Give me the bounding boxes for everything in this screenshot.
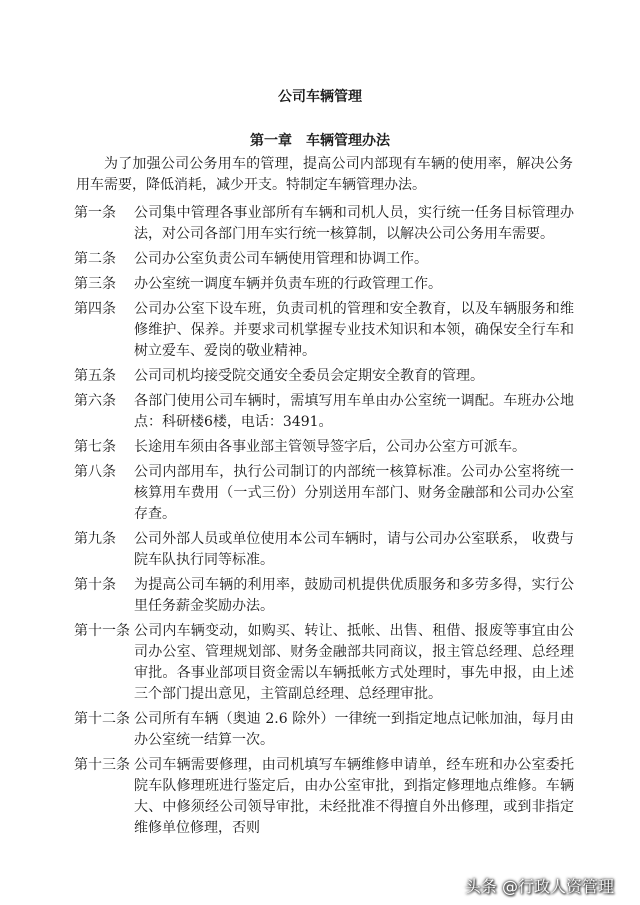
- article-item: [74, 709, 574, 751]
- article-text: 为提高公司车辆的利用率，鼓励司机提供优质服务和多劳多得，实行公里任务薪金奖励办法。: [134, 577, 574, 614]
- article-text: 公司集中管理各事业部所有车辆和司机人员，实行统一任务目标管理办法，对公司各部门用车实行统一核算制，以解决公司公务用车需要。: [134, 205, 574, 242]
- chapter-number: 第一章: [250, 133, 292, 149]
- article-text: 公司内部用车，执行公司制订的内部统一核算标准。公司办公室将统一核算用车费用（一式三份）分别送用车部门、财务金融部和公司办公室存查。: [134, 464, 574, 522]
- article-label: 第六条: [74, 393, 116, 409]
- chapter-name: 车辆管理办法: [306, 133, 390, 149]
- article-text: 公司内车辆变动，如购买、转让、抵帐、出售、租借、报废等事宜由公司办公室、管理规划部、财务金融部共同商议，报主管总经理、总经理审批。各事业部项目资金需以车辆抵帐方式处理时，事先申报，由上述三个部门提出意见，主管副总经理、总经理审批。: [134, 623, 574, 702]
- article-text: 公司所有车辆（奥迪 2.6 除外）一律统一到指定地点记帐加油，每月由办公室统一结算一次。: [134, 711, 574, 748]
- article-text: 公司司机均接受院交通安全委员会定期安全教育的管理。: [134, 368, 484, 384]
- article-label: 第十三条: [74, 757, 130, 773]
- chapter-title: [0, 130, 640, 150]
- article-item: [74, 203, 574, 245]
- article-text: 办公室统一调度车辆并负责车班的行政管理工作。: [134, 276, 442, 292]
- article-item: [74, 575, 574, 617]
- article-text: 公司外部人员或单位使用本公司车辆时，请与公司办公室联系， 收费与院车队执行同等标准。: [134, 531, 574, 568]
- article-label: 第二条: [74, 251, 116, 267]
- article-label: 第五条: [74, 368, 116, 384]
- article-item: [74, 299, 574, 362]
- article-list: [74, 203, 574, 843]
- article-label: 第一条: [74, 205, 116, 221]
- article-item: [74, 462, 574, 525]
- article-item: [74, 366, 574, 387]
- article-item: [74, 249, 574, 270]
- article-text: 长途用车须由各事业部主管领导签字后，公司办公室方可派车。: [134, 439, 526, 455]
- article-label: 第四条: [74, 301, 116, 317]
- intro-paragraph: 为了加强公司公务用车的管理，提高公司内部现有车辆的使用率，解决公务用车需要，降低消耗，减少开支。特制定车辆管理办法。: [76, 156, 573, 193]
- article-text: 各部门使用公司车辆时，需填写用车单由办公室统一调配。车班办公地点：科研楼6楼，电话：3491。: [134, 393, 574, 430]
- article-item: [74, 529, 574, 571]
- article-label: 第十二条: [74, 711, 130, 727]
- article-text: 公司办公室负责公司车辆使用管理和协调工作。: [134, 251, 428, 267]
- article-label: 第十条: [74, 577, 116, 593]
- article-item: [74, 437, 574, 458]
- document-title: 公司车辆管理: [278, 89, 362, 105]
- watermark-text: 头条 @行政人资管理: [464, 877, 614, 896]
- article-text: 公司车辆需要修理，由司机填写车辆维修申请单，经车班和办公室委托院车队修理班进行鉴定后，由办公室审批，到指定修理地点维修。车辆大、中修须经公司领导审批，未经批准不得擅自外出修理，或到非指定维修单位修理，否则: [134, 757, 574, 836]
- article-label: 第九条: [74, 531, 116, 547]
- article-text: 公司办公室下设车班，负责司机的管理和安全教育，以及车辆服务和维修维护、保养。并要求司机掌握专业技术知识和本领，确保安全行车和树立爱车、爱岗的敬业精神。: [134, 301, 574, 359]
- article-item: [74, 755, 574, 839]
- article-item: [74, 391, 574, 433]
- article-label: 第七条: [74, 439, 116, 455]
- article-label: 第八条: [74, 464, 116, 480]
- article-item: [74, 274, 574, 295]
- article-label: 第十一条: [74, 623, 130, 639]
- article-item: [74, 621, 574, 705]
- article-label: 第三条: [74, 276, 116, 292]
